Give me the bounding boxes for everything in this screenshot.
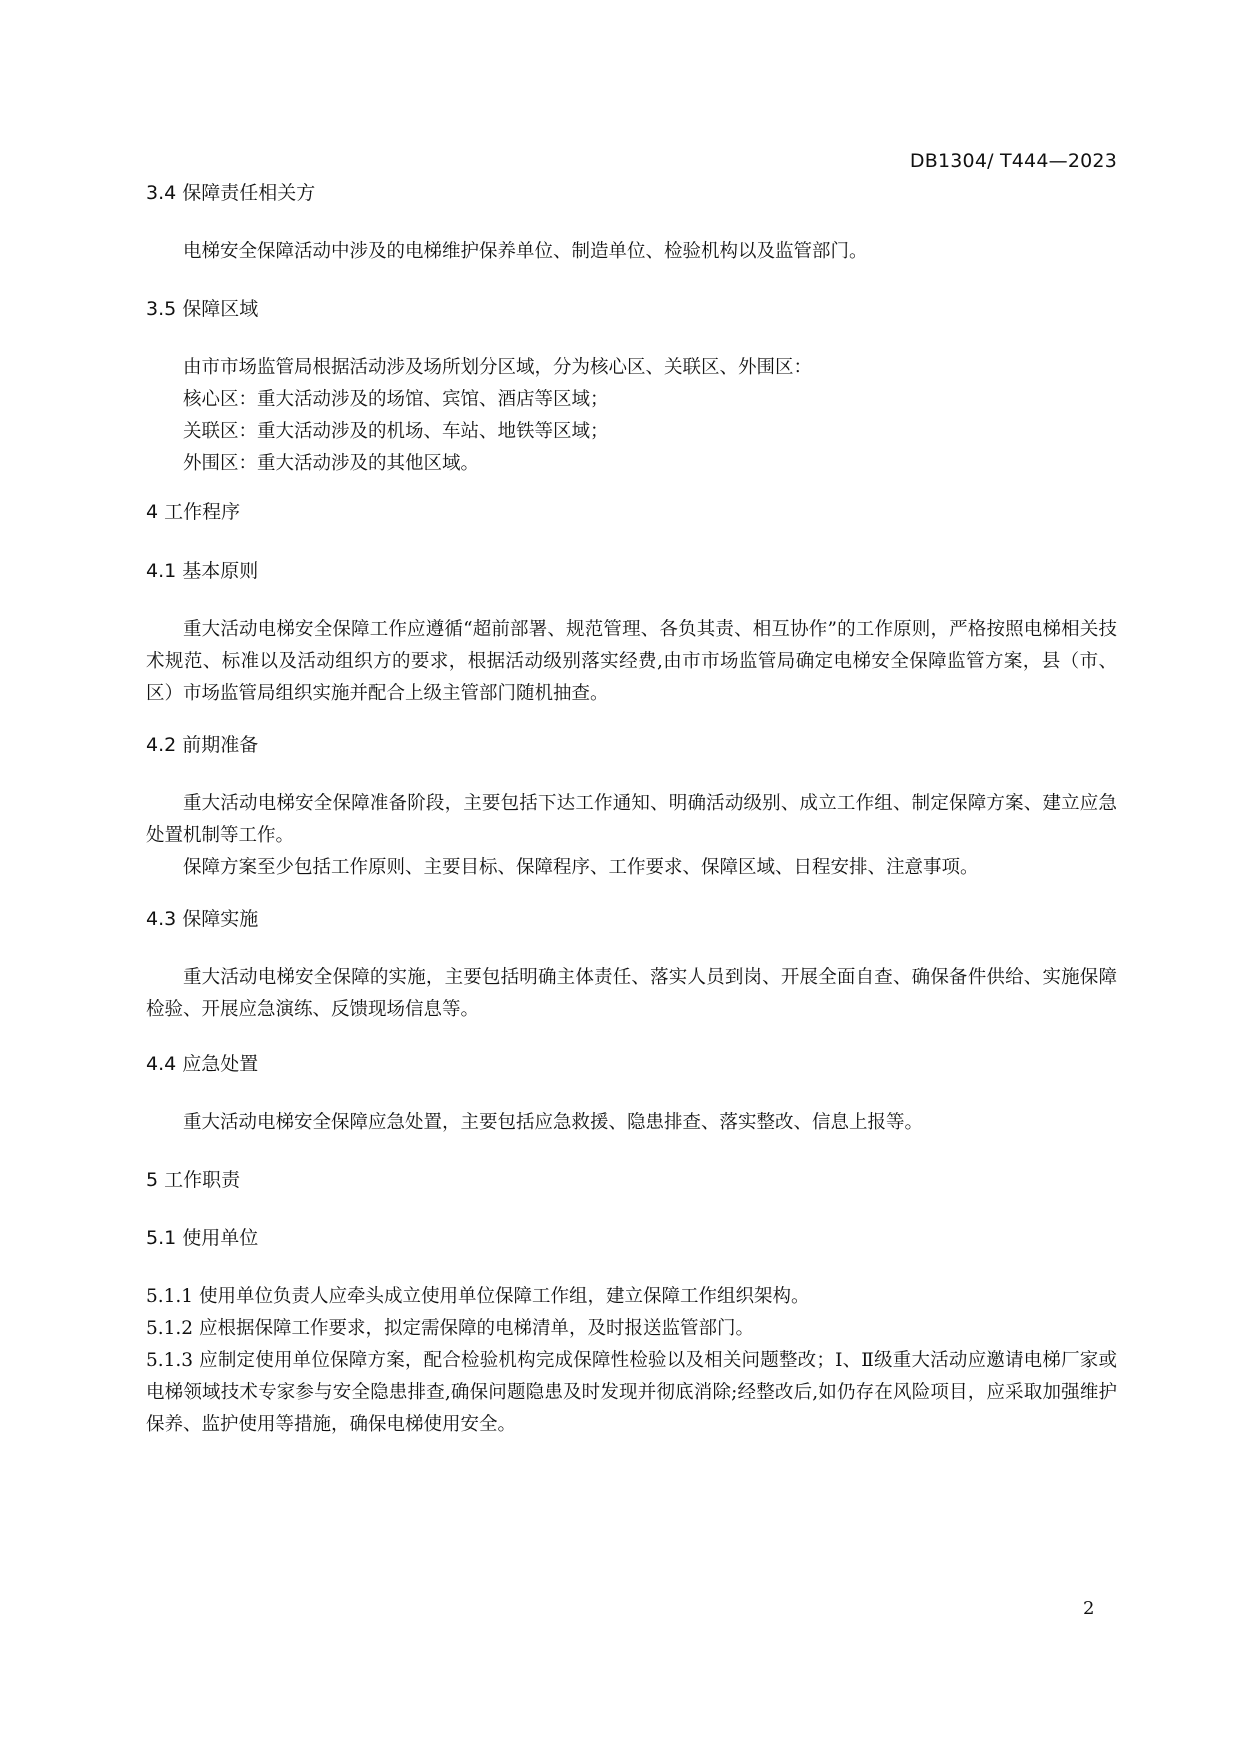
paragraph: 重大活动电梯安全保障准备阶段，主要包括下达工作通知、明确活动级别、成立工作组、制定保障方案、建立应急处置机制等工作。 xyxy=(146,793,1117,846)
section-body-3-4 xyxy=(146,236,1117,268)
section-body-4-1 xyxy=(146,614,1117,710)
paragraph: 外围区：重大活动涉及的其他区域。 xyxy=(183,453,480,474)
section-body-3-5 xyxy=(146,352,1117,480)
section-heading-5-1: 5.1 使用单位 xyxy=(146,1227,259,1249)
section-heading-4-2: 4.2 前期准备 xyxy=(146,734,259,756)
paragraph: 重大活动电梯安全保障的实施，主要包括明确主体责任、落实人员到岗、开展全面自查、确保备件供给、实施保障检验、开展应急演练、反馈现场信息等。 xyxy=(146,967,1117,1020)
section-heading-4: 4 工作程序 xyxy=(146,501,241,523)
section-heading-4-4: 4.4 应急处置 xyxy=(146,1053,259,1075)
section-body-4-3 xyxy=(146,962,1117,1026)
section-heading-4-3: 4.3 保障实施 xyxy=(146,908,259,930)
section-body-5-1 xyxy=(146,1281,1117,1441)
paragraph: 电梯安全保障活动中涉及的电梯维护保养单位、制造单位、检验机构以及监管部门。 xyxy=(183,241,868,262)
clause-item: 5.1.3 应制定使用单位保障方案，配合检验机构完成保障性检验以及相关问题整改；Ⅰ、Ⅱ级重大活动应邀请电梯厂家或电梯领域技术专家参与安全隐患排查,确保问题隐患及时发现并彻底消除;经整改后,如仍存在风险项目，应采取加强维护保养、监护使用等措施，确保电梯使用安全。 xyxy=(146,1350,1117,1435)
section-body-4-2 xyxy=(146,788,1117,884)
page-number: 2 xyxy=(1083,1598,1095,1619)
clause-item: 5.1.2 应根据保障工作要求，拟定需保障的电梯清单，及时报送监管部门。 xyxy=(146,1318,754,1339)
section-heading-4-1: 4.1 基本原则 xyxy=(146,560,259,582)
paragraph: 重大活动电梯安全保障应急处置，主要包括应急救援、隐患排查、落实整改、信息上报等。 xyxy=(183,1112,924,1133)
paragraph: 核心区：重大活动涉及的场馆、宾馆、酒店等区域； xyxy=(183,389,609,410)
document-code: DB1304/ T444—2023 xyxy=(909,150,1117,172)
paragraph: 由市市场监管局根据活动涉及场所划分区域，分为核心区、关联区、外围区： xyxy=(183,357,813,378)
section-body-4-4 xyxy=(146,1107,1117,1139)
paragraph: 重大活动电梯安全保障工作应遵循“超前部署、规范管理、各负其责、相互协作”的工作原则，严格按照电梯相关技术规范、标准以及活动组织方的要求，根据活动级别落实经费,由市市场监管局确定电梯安全保障监管方案，县（市、区）市场监管局组织实施并配合上级主管部门随机抽查。 xyxy=(146,619,1117,704)
section-heading-5: 5 工作职责 xyxy=(146,1169,241,1191)
paragraph: 保障方案至少包括工作原则、主要目标、保障程序、工作要求、保障区域、日程安排、注意事项。 xyxy=(183,857,979,878)
clause-item: 5.1.1 使用单位负责人应牵头成立使用单位保障工作组，建立保障工作组织架构。 xyxy=(146,1286,810,1307)
section-heading-3-4: 3.4 保障责任相关方 xyxy=(146,182,316,204)
paragraph: 关联区：重大活动涉及的机场、车站、地铁等区域； xyxy=(183,421,609,442)
section-heading-3-5: 3.5 保障区域 xyxy=(146,298,259,320)
